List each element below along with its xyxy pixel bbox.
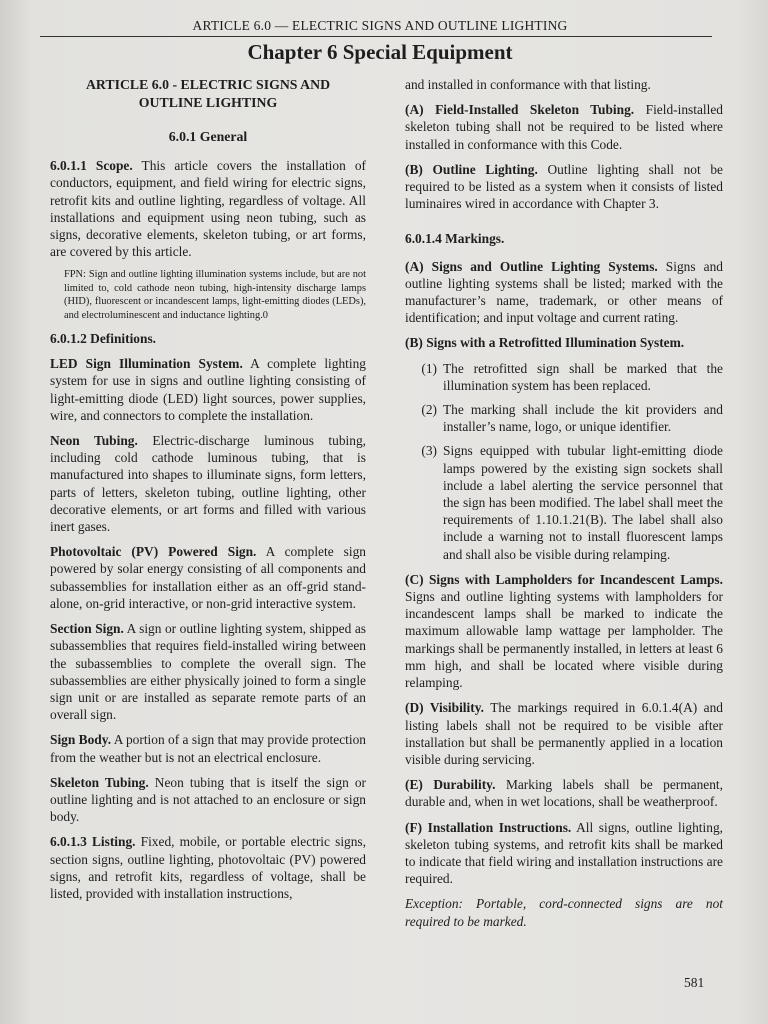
markings-f-label: (F) Installation Instructions. <box>405 819 572 835</box>
page-number: 581 <box>684 975 705 990</box>
markings-d-text: The markings required in 6.0.1.4(A) and listing labels shall not be required to be visible after installation but shall be permanently applied in a location visible during servicing. <box>405 700 723 767</box>
skeleton-tubing-text: Neon tubing that is itself the sign or outline lighting and is not attached to an enclosure or sign body. <box>50 774 367 825</box>
paragraph-listing-a <box>405 101 723 153</box>
listing-label: 6.0.1.3 Listing. <box>50 834 136 850</box>
running-head: ARTICLE 6.0 — ELECTRIC SIGNS AND OUTLINE LIGHTING <box>192 18 568 33</box>
list-item-text: Signs equipped with tubular light-emitting diode lamps powered by the existing sign sockets shall include a label alerting the service personnel that the sign has been modified. The label shall meet the requirements of 1.10.1.21(B). The label shall also include a warning not to install fluorescent lamps and shall also be visible during relamping. <box>443 443 723 562</box>
section-sign-label: Section Sign. <box>50 621 124 637</box>
paragraph-markings-c <box>405 571 723 691</box>
section-heading-general: 6.0.1 General <box>168 129 248 144</box>
listing-a-label: (A) Field-Installed Skeleton Tubing. <box>405 102 635 118</box>
list-item-number: (2) <box>421 402 437 418</box>
right-column <box>405 76 723 938</box>
pv-label: Photovoltaic (PV) Powered Sign. <box>50 544 257 560</box>
listing-continuation: and installed in conformance with that listing. <box>405 77 651 92</box>
definition-sign-body <box>50 731 366 765</box>
markings-c-text: Signs and outline lighting systems with lampholders for incandescent lamps shall be marked to indicate the maximum allowable lamp wattage per lampholder. The markings shall be permanently installed, in letters at least 6 mm high, and shall be located where visible during relamping. <box>405 589 723 691</box>
definitions-heading: 6.0.1.2 Definitions. <box>50 331 157 347</box>
section-sign-text: A sign or outline lighting system, shipped as subassemblies that requires field-installed wiring between the subassemblies to complete the overall sign. The subassemblies are either physically joined to form a single sign unit or are installed as separate remote parts of an overall sign. <box>50 621 366 723</box>
sign-body-text: A portion of a sign that may provide protection from the weather but is not an electrical enclosure. <box>50 732 366 765</box>
paragraph-markings-a <box>405 258 723 327</box>
listing-b-text: Outline lighting shall not be required to be listed as a system when it consists of listed luminaires wired in accordance with Chapter 3. <box>405 161 723 212</box>
neon-text: Electric-discharge luminous tubing, including cold cathode luminous tubing, that is manufactured into shapes to illuminate signs, form letters, parts of letters, skeleton tubing, outline lighting, other decorative elements, or art forms and filled with various inert gases. <box>50 433 367 535</box>
listing-b-label: (B) Outline Lighting. <box>405 161 538 177</box>
article-title-line-1: ARTICLE 6.0 - ELECTRIC SIGNS AND <box>85 77 331 92</box>
markings-d-label: (D) Visibility. <box>405 700 485 716</box>
list-item-number: (1) <box>421 360 437 376</box>
skeleton-tubing-label: Skeleton Tubing. <box>50 774 149 790</box>
markings-e-text: Marking labels shall be permanent, durable and, when in wet locations, shall be weatherproof. <box>405 777 723 810</box>
definition-skeleton-tubing <box>50 774 366 826</box>
definition-led <box>50 355 366 424</box>
markings-b-label: (B) Signs with a Retrofitted Illumination System. <box>405 335 685 351</box>
article-title <box>50 76 366 112</box>
list-item <box>405 360 723 394</box>
list-item <box>405 442 723 562</box>
exception-note: Exception: Portable, cord-connected signs are not required to be marked. <box>405 896 723 929</box>
paragraph-listing <box>50 833 366 902</box>
sign-body-label: Sign Body. <box>50 732 112 748</box>
header-rule <box>40 36 712 37</box>
led-label: LED Sign Illumination System. <box>50 356 243 372</box>
listing-text: Fixed, mobile, or portable electric signs, section signs, outline lighting, photovoltaic (PV) powered signs, and retrofit kits, regardless of voltage, shall be listed, provided with installation instructions, <box>50 834 366 901</box>
neon-label: Neon Tubing. <box>50 433 138 449</box>
paragraph-listing-b <box>405 161 723 213</box>
markings-e-label: (E) Durability. <box>405 777 496 793</box>
retrofit-list <box>405 360 723 563</box>
left-column <box>50 76 366 910</box>
paragraph-markings-f <box>405 819 723 888</box>
paragraph-markings-e <box>405 776 723 810</box>
list-item-number: (3) <box>421 443 437 459</box>
paragraph-markings-b <box>405 334 723 351</box>
list-item <box>405 401 723 435</box>
definition-pv <box>50 543 366 612</box>
scope-label: 6.0.1.1 Scope. <box>50 158 133 174</box>
paragraph-scope <box>50 157 366 260</box>
markings-a-text: Signs and outline lighting systems shall be listed; marked with the manufacturer’s name, trademark, or other means of identification; and input voltage and current rating. <box>405 258 723 326</box>
definition-neon <box>50 432 366 535</box>
markings-a-label: (A) Signs and Outline Lighting Systems. <box>405 258 658 274</box>
definition-section-sign <box>50 620 366 723</box>
led-text: A complete lighting system for use in signs and outline lighting consisting of light-emitting diode (LED) light sources, power supplies, wire, and connectors to complete the installation. <box>50 356 366 423</box>
markings-heading: 6.0.1.4 Markings. <box>405 231 505 247</box>
markings-c-label: (C) Signs with Lampholders for Incandescent Lamps. <box>405 571 723 587</box>
list-item-text: The marking shall include the kit providers and installer’s name, logo, or unique identifier. <box>443 402 723 435</box>
markings-f-text: All signs, outline lighting, skeleton tubing systems, and retrofit kits shall be marked to indicate that field wiring and installation instructions are required. <box>405 819 723 887</box>
chapter-title: Chapter 6 Special Equipment <box>247 40 513 64</box>
paragraph-markings-d <box>405 699 723 768</box>
fine-print-note: FPN: Sign and outline lighting illumination systems include, but are not limited to, cold cathode neon tubing, high-intensity discharge lamps (HID), fluorescent or incandescent lamps, light-emitting diodes (LEDs), and electroluminescent and inductance lighting.0 <box>64 269 366 321</box>
article-title-line-2: OUTLINE LIGHTING <box>138 95 278 110</box>
scope-text: This article covers the installation of conductors, equipment, and field wiring for electric signs, retrofit kits and outline lighting, regardless of voltage. All installations and equipment using neon tubing, such as signs, decorative elements, skeleton tubing, or art forms, are covered by this article. <box>50 158 366 260</box>
listing-a-text: Field-installed skeleton tubing shall not be required to be listed where installed in conformance with this Code. <box>405 102 723 152</box>
list-item-text: The retrofitted sign shall be marked that the illumination system has been replaced. <box>443 360 723 393</box>
pv-text: A complete sign powered by solar energy consisting of all components and subassemblies for installation either as an off-grid stand-alone, on-grid interactive, or non-grid interactive system. <box>50 544 366 611</box>
